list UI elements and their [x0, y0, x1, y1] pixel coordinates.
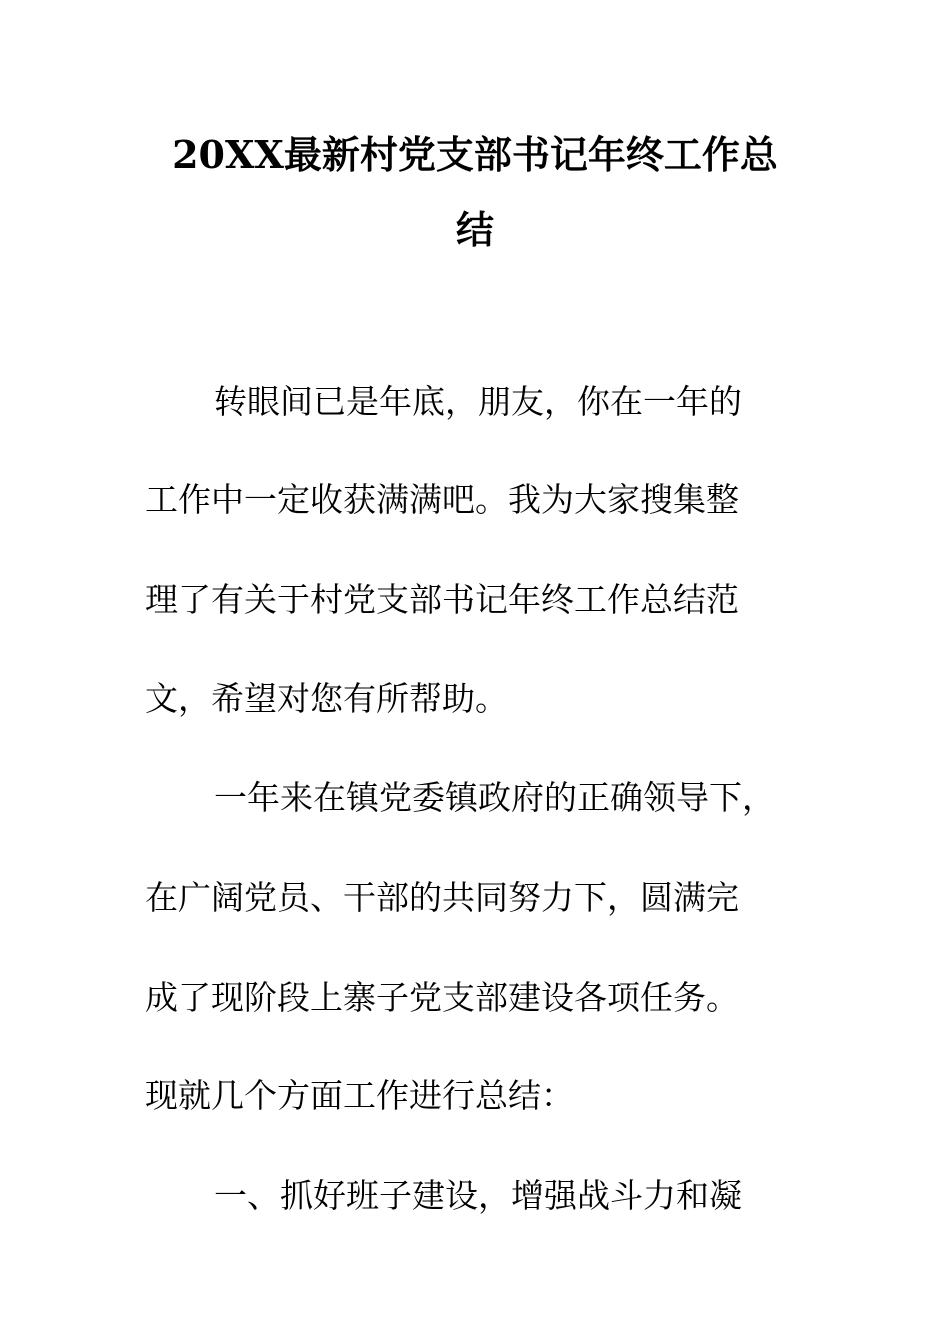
- document-title-line-2: 结: [455, 207, 494, 252]
- paragraph-2-line-2: 在广阔党员、干部的共同努力下，圆满完: [145, 878, 739, 917]
- paragraph-1-line-4: 文，希望对您有所帮助。: [145, 679, 508, 718]
- paragraph-2-line-1: 一年来在镇党委镇政府的正确领导下，: [214, 778, 775, 817]
- paragraph-1-line-2: 工作中一定收获满满吧。我为大家搜集整: [145, 480, 739, 519]
- paragraph-2-line-4: 现就几个方面工作进行总结：: [145, 1076, 574, 1115]
- paragraph-2-line-3: 成了现阶段上寨子党支部建设各项任务。: [145, 978, 739, 1017]
- paragraph-3-line-1: 一、抓好班子建设，增强战斗力和凝: [214, 1176, 742, 1215]
- paragraph-1-line-3: 理了有关于村党支部书记年终工作总结范: [145, 580, 739, 619]
- paragraph-1-line-1: 转眼间已是年底，朋友，你在一年的: [214, 382, 742, 421]
- document-title-line-1: 20XX最新村党支部书记年终工作总: [172, 132, 778, 177]
